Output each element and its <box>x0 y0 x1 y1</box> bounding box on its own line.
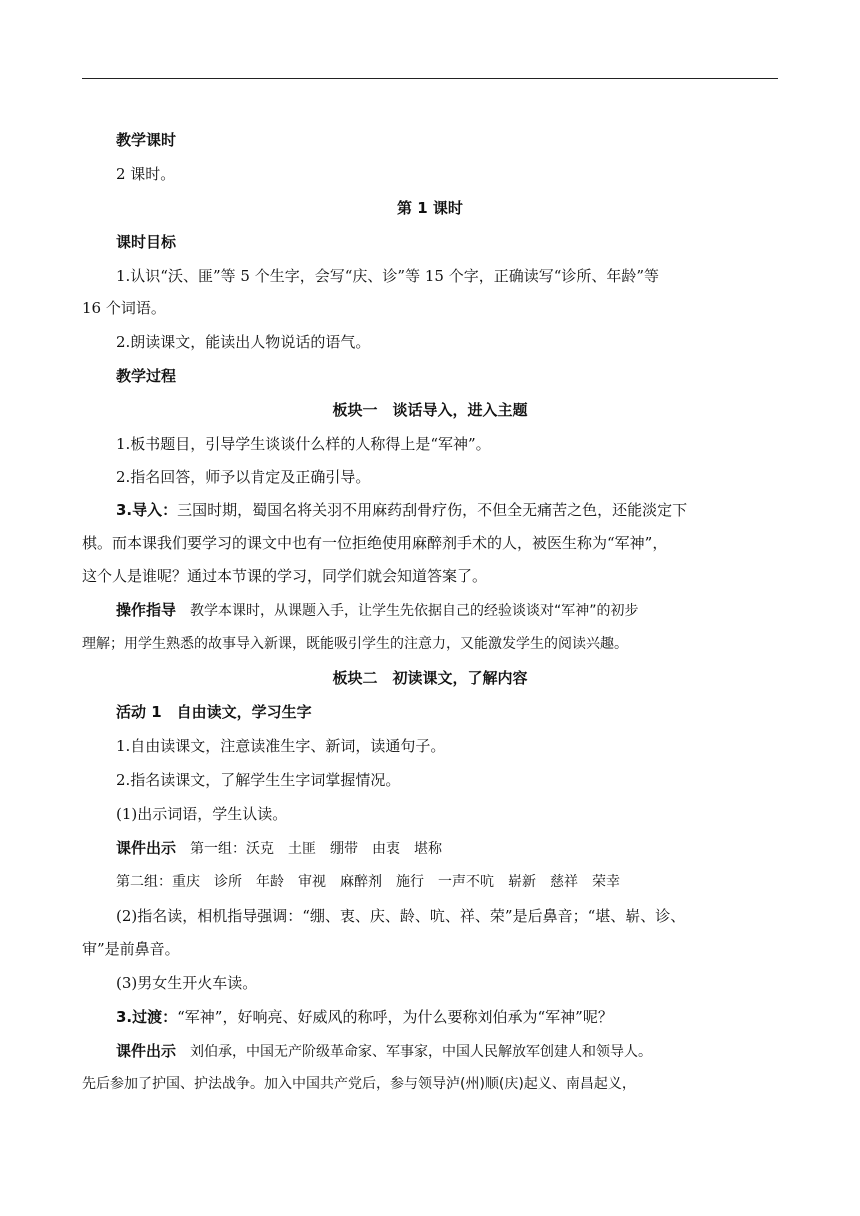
courseware-group-2: 第二组：重庆 诊所 年龄 审视 麻醉剂 施行 一声不吭 崭新 慈祥 荣幸 <box>116 874 620 890</box>
lesson-hours-heading: 教学课时 <box>116 131 177 149</box>
block-2-sub-3: (3)男女生开火车读。 <box>116 974 258 992</box>
block-1-item-2: 2.指名回答，师予以肯定及正确引导。 <box>116 468 371 486</box>
activity-1-heading: 活动 1 自由读文，学习生字 <box>116 703 312 721</box>
block-2-sub-2-line-1: (2)指名读，相机指导强调：“绷、衷、庆、龄、吭、祥、荣”是后鼻音；“堪、崭、诊、 <box>116 907 686 925</box>
period-title: 第 1 课时 <box>397 199 463 217</box>
courseware-group-1 <box>82 838 778 859</box>
block-2-item-2: 2.指名读课文，了解学生生字词掌握情况。 <box>116 771 401 789</box>
goal-2: 2.朗读课文，能读出人物说话的语气。 <box>116 333 371 351</box>
block-2-title: 板块二 初读课文，了解内容 <box>332 669 528 687</box>
intro-label: 3.导入： <box>116 501 178 519</box>
courseware-2-label: 课件出示 <box>116 1042 177 1060</box>
transition-text: “军神”，好响亮、好威风的称呼，为什么要称刘伯承为“军神”呢？ <box>177 1008 613 1026</box>
block-1-item-1: 1.板书题目，引导学生谈谈什么样的人称得上是“军神”。 <box>116 435 491 453</box>
transition-line <box>82 1007 778 1027</box>
goal-1-line-1: 1.认识“沃、匪”等 5 个生字，会写“庆、诊”等 15 个字，正确读写“诊所、年龄”等 <box>116 267 660 285</box>
guide-text: 教学本课时，从课题入手，让学生先依据自己的经验谈谈对“军神”的初步 <box>190 603 639 619</box>
group-1-words: 第一组：沃克 土匪 绷带 由衷 堪称 <box>190 841 443 857</box>
intro-text: 三国时期，蜀国名将关羽不用麻药刮骨疗伤，不但全无痛苦之色，还能淡定下 <box>177 501 688 519</box>
courseware-2-text: 刘伯承，中国无产阶级革命家、军事家，中国人民解放军创建人和领导人。 <box>190 1044 653 1060</box>
block-2-item-1: 1.自由读课文，注意读准生字、新词，读通句子。 <box>116 737 446 755</box>
block-1-item-3-line-2: 棋。而本课我们要学习的课文中也有一位拒绝使用麻醉剂手术的人，被医生称为“军神”， <box>82 534 668 552</box>
transition-label: 3.过渡： <box>116 1008 178 1026</box>
courseware-label: 课件出示 <box>116 839 177 857</box>
block-2-sub-2-line-2: 审”是前鼻音。 <box>82 940 180 958</box>
goals-heading: 课时目标 <box>116 233 177 251</box>
courseware-2-line-2: 先后参加了护国、护法战争。加入中国共产党后，参与领导泸(州)顺(庆)起义、南昌起义， <box>82 1076 636 1092</box>
block-1-title: 板块一 谈话导入，进入主题 <box>332 401 528 419</box>
guide-line-1 <box>82 600 778 621</box>
header-rule <box>82 78 778 79</box>
block-1-item-3-line-3: 这个人是谁呢？通过本节课的学习，同学们就会知道答案了。 <box>82 567 488 585</box>
lesson-hours-value: 2 课时。 <box>116 165 176 183</box>
block-1-item-3-line-1 <box>82 500 778 520</box>
guide-label: 操作指导 <box>116 601 177 619</box>
guide-line-2: 理解；用学生熟悉的故事导入新课，既能吸引学生的注意力，又能激发学生的阅读兴趣。 <box>82 636 628 652</box>
courseware-2-line-1 <box>82 1041 778 1062</box>
process-heading: 教学过程 <box>116 367 177 385</box>
goal-1-line-2: 16 个词语。 <box>82 299 166 317</box>
block-2-sub-1: (1)出示词语，学生认读。 <box>116 805 288 823</box>
